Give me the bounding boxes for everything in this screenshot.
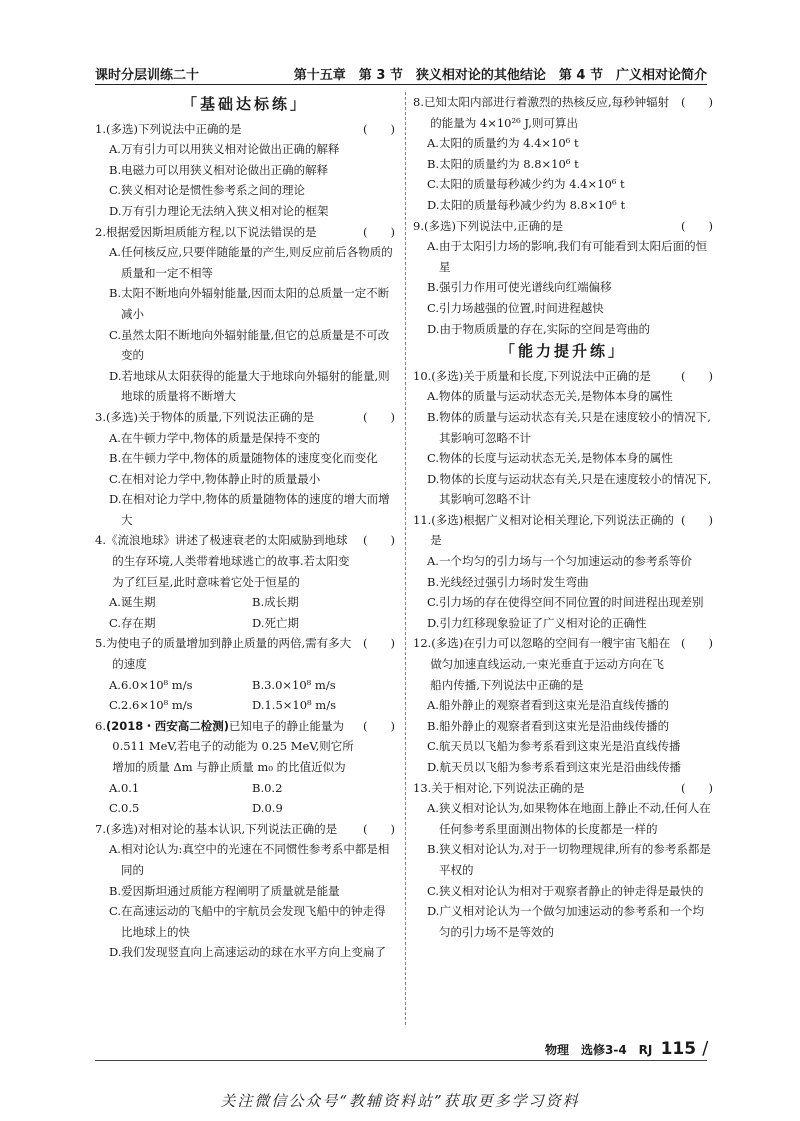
option-d: D.万有引力理论无法纳入狭义相对论的框架 <box>109 203 329 218</box>
option-a: A.相对论认为:真空中的光速在不同惯性参考系中都是相同的 <box>109 842 390 877</box>
option-c: C.存在期 <box>109 615 156 630</box>
option-c: C.狭义相对论认为相对于观察者静止的钟走得是最快的 <box>427 883 704 898</box>
option-a: A.由于太阳引力场的影响,我们有可能看到太阳后面的恒星 <box>427 239 708 274</box>
left-column <box>95 92 395 963</box>
option-b: B.0.2 <box>252 780 283 795</box>
page-number: 115 <box>660 1039 697 1059</box>
option-b: B.船外静止的观察者看到这束光是沿曲线传播的 <box>427 718 670 733</box>
page-footer <box>545 1038 708 1058</box>
option-c: C.0.5 <box>109 801 140 816</box>
answer-paren: ( ) <box>363 121 395 136</box>
option-d: D.引力红移现象验证了广义相对论的正确性 <box>427 615 647 630</box>
question-12 <box>413 633 713 777</box>
option-d: D.若地球从太阳获得的能量大于地球向外辐射的能量,则地球的质量将不断增大 <box>109 368 390 404</box>
question-stem: 13.关于相对论,下列说法正确的是 <box>413 780 585 795</box>
right-column <box>413 92 713 942</box>
header-rule <box>95 84 707 85</box>
option-b: B.太阳的质量约为 8.8×10⁶ t <box>427 156 579 171</box>
question-stem: 5.为使电子的质量增加到静止质量的两倍,需有多大的速度 <box>95 636 352 672</box>
option-a: A.6.0×10⁸ m/s <box>109 677 193 692</box>
question-2 <box>95 222 395 407</box>
question-stem: 7.(多选)对相对论的基本认识,下列说法正确的是 <box>95 821 338 836</box>
option-d: D.由于物质质量的存在,实际的空间是弯曲的 <box>427 321 651 336</box>
option-b: B.成长期 <box>252 595 299 610</box>
question-9 <box>413 216 713 340</box>
section-title-basic: 「基础达标练」 <box>181 95 308 113</box>
option-b: B.物体的质量与运动状态有关,只是在速度较小的情况下,其影响可忽略不计 <box>427 409 711 445</box>
option-d: D.1.5×10⁸ m/s <box>252 698 336 713</box>
option-c: C.太阳的质量每秒减少约为 4.4×10⁶ t <box>427 177 625 192</box>
option-a: A.万有引力可以用狭义相对论做出正确的解释 <box>109 142 340 157</box>
question-stem: 12.(多选)在引力可以忽略的空间有一艘宇宙飞船在做匀加速直线运动,一束光垂直于运动方向在飞船内传播,下列说法中正确的是 <box>413 636 671 692</box>
option-a: A.狭义相对论认为,如果物体在地面上静止不动,任何人在任何参考系里面测出物体的长度都是一样的 <box>427 801 711 836</box>
option-a: A.船外静止的观察者看到这束光是沿直线传播的 <box>427 698 669 713</box>
question-4 <box>95 530 395 633</box>
option-b: B.电磁力可以用狭义相对论做出正确的解释 <box>109 162 329 177</box>
answer-paren: ( ) <box>363 409 395 424</box>
column-divider <box>405 92 406 1025</box>
footer-rule <box>95 1060 707 1061</box>
option-b: B.在牛顿力学中,物体的质量随物体的速度变化而变化 <box>109 451 378 466</box>
question-stem: 3.(多选)关于物体的质量,下列说法正确的是 <box>95 409 315 424</box>
option-b: B.强引力作用可使光谱线向红端偏移 <box>427 280 612 295</box>
option-b: B.光线经过强引力场时发生弯曲 <box>427 574 589 589</box>
question-stem: 4.《流浪地球》讲述了极速衰老的太阳威胁到地球的生存环境,人类带着地球逃亡的故事.若太阳变为了红巨星,此时意味着它处于恒星的 <box>95 533 350 589</box>
slash-icon: / <box>702 1038 709 1059</box>
option-b: B.3.0×10⁸ m/s <box>252 677 336 692</box>
source-tag: (2018・西安高二检测) <box>105 718 230 733</box>
question-stem: 11.(多选)根据广义相对论相关理论,下列说法正确的是 <box>413 512 674 548</box>
answer-paren: ( ) <box>681 95 713 109</box>
option-b: B.爱因斯坦通过质能方程阐明了质量就是能量 <box>109 883 340 898</box>
option-c: C.虽然太阳不断地向外辐射能量,但它的总质量是不可改变的 <box>109 327 390 363</box>
section-title-advanced: 「能力提升练」 <box>499 342 626 361</box>
question-3 <box>95 407 395 531</box>
option-c: C.引力场的存在使得空间不同位置的时间进程出现差别 <box>427 595 704 610</box>
option-a: A.物体的质量与运动状态无关,是物体本身的属性 <box>427 389 673 404</box>
option-d: D.航天员以飞船为参考系看到这束光是沿曲线传播 <box>427 760 681 774</box>
answer-paren: ( ) <box>681 512 713 527</box>
option-a: A.一个均匀的引力场与一个匀加速运动的参考系等价 <box>427 554 692 569</box>
option-a: A.任何核反应,只要伴随能量的产生,则反应前后各物质的质量和一定不相等 <box>109 245 393 280</box>
option-c: C.在相对论力学中,物体静止时的质量最小 <box>109 471 321 486</box>
answer-paren: ( ) <box>681 368 713 383</box>
question-stem: 1.(多选)下列说法中正确的是 <box>95 121 242 136</box>
answer-paren: ( ) <box>363 718 395 733</box>
question-stem: 9.(多选)下列说法中,正确的是 <box>413 218 564 233</box>
option-d: D.广义相对论认为一个做匀加速运动的参考系和一个均匀的引力场不是等效的 <box>427 904 704 939</box>
answer-paren: ( ) <box>363 224 395 239</box>
option-d: D.0.9 <box>252 801 283 816</box>
question-number: 6. <box>95 718 106 733</box>
header-lesson-title: 课时分层训练二十 <box>95 68 200 83</box>
option-a: A.诞生期 <box>109 595 156 610</box>
question-stem: 2.根据爱因斯坦质能方程,以下说法错误的是 <box>95 224 317 239</box>
question-6 <box>95 716 395 819</box>
question-stem: 8.已知太阳内部进行着激烈的热核反应,每秒钟辐射的能量为 4×10²⁶ J,则可算出 <box>413 95 670 130</box>
option-a: A.0.1 <box>109 780 140 795</box>
question-5 <box>95 633 395 715</box>
question-10 <box>413 366 713 510</box>
option-c: C.航天员以飞船为参考系看到这束光是沿直线传播 <box>427 739 681 754</box>
question-13 <box>413 778 713 943</box>
option-d: D.物体的长度与运动状态有关,只是在速度较小的情况下,其影响可忽略不计 <box>427 471 712 507</box>
option-d: D.死亡期 <box>252 615 299 630</box>
subject-label: 物理 选修3-4 RJ <box>545 1043 653 1057</box>
header-chapter-title: 第十五章 第 3 节 狭义相对论的其他结论 第 4 节 广义相对论简介 <box>293 68 707 83</box>
option-d: D.太阳的质量每秒减少约为 8.8×10⁶ t <box>427 197 626 212</box>
answer-paren: ( ) <box>681 218 713 233</box>
option-c: C.引力场越强的位置,时间进程越快 <box>427 300 604 315</box>
question-11 <box>413 510 713 634</box>
question-stem: 10.(多选)关于质量和长度,下列说法中正确的是 <box>413 368 651 383</box>
option-a: A.太阳的质量约为 4.4×10⁶ t <box>427 136 579 151</box>
question-stem-wrap <box>95 716 357 778</box>
answer-paren: ( ) <box>681 636 713 651</box>
watermark-text: 关注微信公众号“教辅资料站”获取更多学习资料 <box>220 1092 580 1110</box>
answer-paren: ( ) <box>681 780 713 795</box>
question-stem: 已知电子的静止能量为 0.511 MeV,若电子的动能为 0.25 MeV,则它所增加的质量 Δm 与静止质量 m₀ 的比值近似为 <box>112 718 354 774</box>
option-a: A.在牛顿力学中,物体的质量是保持不变的 <box>109 430 321 445</box>
answer-paren: ( ) <box>363 821 395 836</box>
option-c: C.2.6×10⁸ m/s <box>109 698 193 713</box>
question-8 <box>413 92 713 216</box>
option-c: C.狭义相对论是惯性参考系之间的理论 <box>109 183 306 198</box>
question-1 <box>95 119 395 222</box>
question-7 <box>95 819 395 963</box>
option-d: D.我们发现竖直向上高速运动的球在水平方向上变扁了 <box>109 945 386 960</box>
answer-paren: ( ) <box>363 533 395 548</box>
answer-paren: ( ) <box>363 636 395 651</box>
option-c: C.在高速运动的飞船中的宇航员会发现飞船中的钟走得比地球上的快 <box>109 904 386 939</box>
option-c: C.物体的长度与运动状态无关,是物体本身的属性 <box>427 451 673 466</box>
option-d: D.在相对论力学中,物体的质量随物体的速度的增大而增大 <box>109 492 390 527</box>
option-b: B.狭义相对论认为,对于一切物理规律,所有的参考系都是平权的 <box>427 842 711 877</box>
option-b: B.太阳不断地向外辐射能量,因而太阳的总质量一定不断减小 <box>109 286 390 321</box>
page-header <box>95 60 707 84</box>
